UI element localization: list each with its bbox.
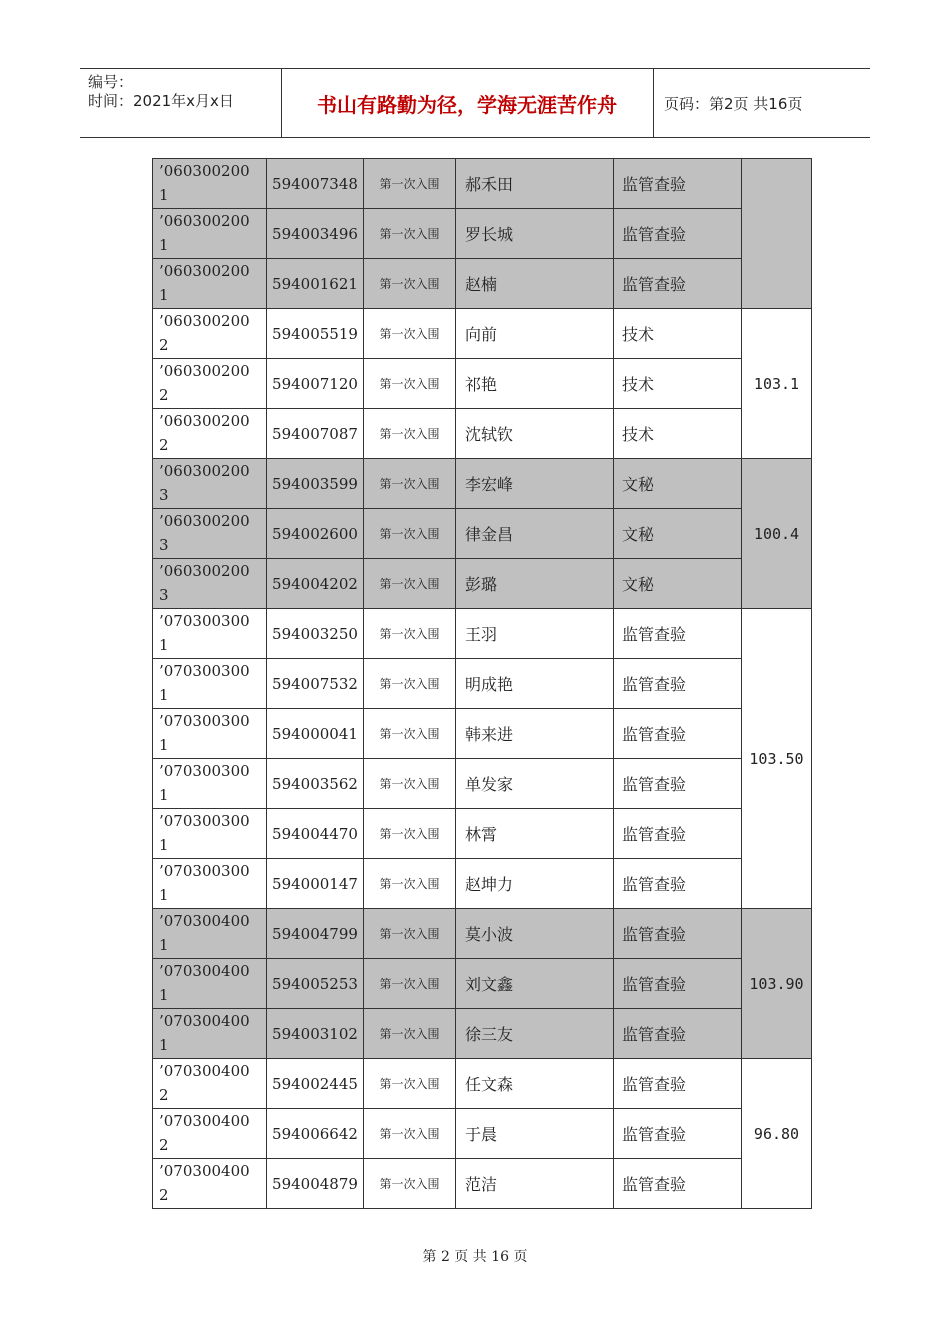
name-cell: 明成艳 xyxy=(456,659,614,709)
id-cell: 594004202 xyxy=(267,559,364,609)
status-cell: 第一次入围 xyxy=(364,609,456,659)
code-line-2: 2 xyxy=(159,436,169,454)
code-cell xyxy=(153,559,267,609)
code-line-2: 1 xyxy=(159,936,169,954)
name-cell: 赵楠 xyxy=(456,259,614,309)
status-cell: 第一次入围 xyxy=(364,209,456,259)
code-line-1: ’060300200 xyxy=(159,312,250,330)
code-line-1: ’070300400 xyxy=(159,912,250,930)
name-cell: 王羽 xyxy=(456,609,614,659)
status-cell: 第一次入围 xyxy=(364,559,456,609)
code-cell xyxy=(153,709,267,759)
table-row xyxy=(153,309,812,359)
code-line-1: ’060300200 xyxy=(159,562,250,580)
code-cell xyxy=(153,1059,267,1109)
score-cell xyxy=(742,159,812,309)
status-cell: 第一次入围 xyxy=(364,759,456,809)
name-cell: 林霄 xyxy=(456,809,614,859)
results-table xyxy=(152,158,812,1209)
page-header xyxy=(80,68,870,138)
table-row xyxy=(153,159,812,209)
name-cell: 郝禾田 xyxy=(456,159,614,209)
table-row xyxy=(153,409,812,459)
table-row xyxy=(153,709,812,759)
code-cell xyxy=(153,159,267,209)
code-cell xyxy=(153,1009,267,1059)
name-cell: 范洁 xyxy=(456,1159,614,1209)
status-cell: 第一次入围 xyxy=(364,1059,456,1109)
code-line-2: 1 xyxy=(159,186,169,204)
status-cell: 第一次入围 xyxy=(364,1009,456,1059)
code-line-1: ’070300400 xyxy=(159,1162,250,1180)
name-cell: 于晨 xyxy=(456,1109,614,1159)
table-row xyxy=(153,809,812,859)
score-cell: 103.90 xyxy=(742,909,812,1059)
table-row xyxy=(153,1009,812,1059)
status-cell: 第一次入围 xyxy=(364,509,456,559)
code-line-1: ’070300400 xyxy=(159,1062,250,1080)
name-cell: 刘文鑫 xyxy=(456,959,614,1009)
code-line-1: ’070300300 xyxy=(159,712,250,730)
score-cell: 103.1 xyxy=(742,309,812,459)
header-meta xyxy=(80,69,282,137)
status-cell: 第一次入围 xyxy=(364,409,456,459)
name-cell: 罗长城 xyxy=(456,209,614,259)
post-cell: 文秘 xyxy=(614,559,742,609)
table-row xyxy=(153,959,812,1009)
status-cell: 第一次入围 xyxy=(364,809,456,859)
code-line-2: 1 xyxy=(159,986,169,1004)
post-cell: 监管查验 xyxy=(614,859,742,909)
code-line-1: ’060300200 xyxy=(159,462,250,480)
page-footer: 第 2 页 共 16 页 xyxy=(422,1249,528,1265)
code-line-1: ’070300300 xyxy=(159,812,250,830)
id-cell: 594007087 xyxy=(267,409,364,459)
post-cell: 技术 xyxy=(614,409,742,459)
code-line-2: 1 xyxy=(159,686,169,704)
code-line-2: 1 xyxy=(159,286,169,304)
code-cell xyxy=(153,959,267,1009)
status-cell: 第一次入围 xyxy=(364,159,456,209)
name-cell: 李宏峰 xyxy=(456,459,614,509)
post-cell: 监管查验 xyxy=(614,609,742,659)
post-cell: 技术 xyxy=(614,359,742,409)
code-cell xyxy=(153,359,267,409)
id-cell: 594001621 xyxy=(267,259,364,309)
id-cell: 594003102 xyxy=(267,1009,364,1059)
code-line-1: ’070300300 xyxy=(159,762,250,780)
code-line-1: ’060300200 xyxy=(159,262,250,280)
code-cell xyxy=(153,1159,267,1209)
id-cell: 594004879 xyxy=(267,1159,364,1209)
post-cell: 监管查验 xyxy=(614,809,742,859)
name-cell: 韩来进 xyxy=(456,709,614,759)
header-page-label: 页码：第2页 共16页 xyxy=(664,94,803,113)
code-line-1: ’060300200 xyxy=(159,362,250,380)
code-line-2: 2 xyxy=(159,1136,169,1154)
status-cell: 第一次入围 xyxy=(364,459,456,509)
code-line-2: 2 xyxy=(159,1086,169,1104)
post-cell: 文秘 xyxy=(614,509,742,559)
id-cell: 594003599 xyxy=(267,459,364,509)
code-line-1: ’070300300 xyxy=(159,862,250,880)
post-cell: 监管查验 xyxy=(614,1009,742,1059)
post-cell: 监管查验 xyxy=(614,959,742,1009)
code-line-1: ’070300300 xyxy=(159,612,250,630)
status-cell: 第一次入围 xyxy=(364,959,456,1009)
post-cell: 监管查验 xyxy=(614,1159,742,1209)
post-cell: 监管查验 xyxy=(614,159,742,209)
id-cell: 594005253 xyxy=(267,959,364,1009)
table-row xyxy=(153,909,812,959)
id-cell: 594003250 xyxy=(267,609,364,659)
id-cell: 594006642 xyxy=(267,1109,364,1159)
code-line-2: 1 xyxy=(159,886,169,904)
code-cell xyxy=(153,209,267,259)
code-line-1: ’060300200 xyxy=(159,412,250,430)
table-row xyxy=(153,609,812,659)
status-cell: 第一次入围 xyxy=(364,859,456,909)
table-row xyxy=(153,459,812,509)
table-row xyxy=(153,359,812,409)
name-cell: 沈轼钦 xyxy=(456,409,614,459)
name-cell: 赵坤力 xyxy=(456,859,614,909)
code-line-1: ’060300200 xyxy=(159,162,250,180)
code-line-2: 3 xyxy=(159,536,169,554)
name-cell: 祁艳 xyxy=(456,359,614,409)
post-cell: 监管查验 xyxy=(614,259,742,309)
code-cell xyxy=(153,659,267,709)
code-line-2: 2 xyxy=(159,1186,169,1204)
code-cell xyxy=(153,259,267,309)
score-cell: 103.50 xyxy=(742,609,812,909)
post-cell: 监管查验 xyxy=(614,709,742,759)
id-cell: 594004470 xyxy=(267,809,364,859)
status-cell: 第一次入围 xyxy=(364,909,456,959)
code-line-1: ’070300300 xyxy=(159,662,250,680)
post-cell: 监管查验 xyxy=(614,659,742,709)
name-cell: 单发家 xyxy=(456,759,614,809)
code-line-2: 1 xyxy=(159,1036,169,1054)
post-cell: 监管查验 xyxy=(614,759,742,809)
id-cell: 594004799 xyxy=(267,909,364,959)
code-line-1: ’070300400 xyxy=(159,1112,250,1130)
status-cell: 第一次入围 xyxy=(364,309,456,359)
code-line-2: 1 xyxy=(159,836,169,854)
code-cell xyxy=(153,859,267,909)
code-line-2: 3 xyxy=(159,486,169,504)
status-cell: 第一次入围 xyxy=(364,1109,456,1159)
id-cell: 594000147 xyxy=(267,859,364,909)
id-cell: 594005519 xyxy=(267,309,364,359)
status-cell: 第一次入围 xyxy=(364,259,456,309)
number-label: 编号： xyxy=(88,73,134,91)
status-cell: 第一次入围 xyxy=(364,709,456,759)
code-cell xyxy=(153,1109,267,1159)
code-line-2: 1 xyxy=(159,736,169,754)
status-cell: 第一次入围 xyxy=(364,359,456,409)
table-row xyxy=(153,659,812,709)
score-cell: 96.80 xyxy=(742,1059,812,1209)
code-cell xyxy=(153,409,267,459)
name-cell: 律金昌 xyxy=(456,509,614,559)
code-cell xyxy=(153,459,267,509)
table-row xyxy=(153,209,812,259)
code-cell xyxy=(153,909,267,959)
id-cell: 594007348 xyxy=(267,159,364,209)
time-label: 时间：2021年x月x日 xyxy=(88,92,234,110)
code-cell xyxy=(153,759,267,809)
post-cell: 监管查验 xyxy=(614,209,742,259)
id-cell: 594002445 xyxy=(267,1059,364,1109)
status-cell: 第一次入围 xyxy=(364,1159,456,1209)
code-cell xyxy=(153,809,267,859)
id-cell: 594007120 xyxy=(267,359,364,409)
code-line-1: ’070300400 xyxy=(159,1012,250,1030)
table-row xyxy=(153,1109,812,1159)
code-cell xyxy=(153,509,267,559)
table-row xyxy=(153,759,812,809)
table-row xyxy=(153,1059,812,1109)
name-cell: 向前 xyxy=(456,309,614,359)
post-cell: 监管查验 xyxy=(614,1059,742,1109)
score-cell: 100.4 xyxy=(742,459,812,609)
status-cell: 第一次入围 xyxy=(364,659,456,709)
code-line-2: 1 xyxy=(159,636,169,654)
id-cell: 594002600 xyxy=(267,509,364,559)
table-row xyxy=(153,259,812,309)
code-line-2: 1 xyxy=(159,236,169,254)
post-cell: 监管查验 xyxy=(614,909,742,959)
table-row xyxy=(153,559,812,609)
id-cell: 594007532 xyxy=(267,659,364,709)
code-line-2: 2 xyxy=(159,386,169,404)
code-line-2: 2 xyxy=(159,336,169,354)
code-cell xyxy=(153,309,267,359)
table-row xyxy=(153,509,812,559)
post-cell: 文秘 xyxy=(614,459,742,509)
post-cell: 技术 xyxy=(614,309,742,359)
code-line-2: 1 xyxy=(159,786,169,804)
id-cell: 594003562 xyxy=(267,759,364,809)
code-line-2: 3 xyxy=(159,586,169,604)
id-cell: 594003496 xyxy=(267,209,364,259)
post-cell: 监管查验 xyxy=(614,1109,742,1159)
code-cell xyxy=(153,609,267,659)
name-cell: 彭璐 xyxy=(456,559,614,609)
header-motto: 书山有路勤为径，学海无涯苦作舟 xyxy=(281,69,654,137)
id-cell: 594000041 xyxy=(267,709,364,759)
code-line-1: ’060300200 xyxy=(159,512,250,530)
code-line-1: ’060300200 xyxy=(159,212,250,230)
table-row xyxy=(153,1159,812,1209)
code-line-1: ’070300400 xyxy=(159,962,250,980)
name-cell: 莫小波 xyxy=(456,909,614,959)
table-row xyxy=(153,859,812,909)
name-cell: 徐三友 xyxy=(456,1009,614,1059)
name-cell: 任文森 xyxy=(456,1059,614,1109)
